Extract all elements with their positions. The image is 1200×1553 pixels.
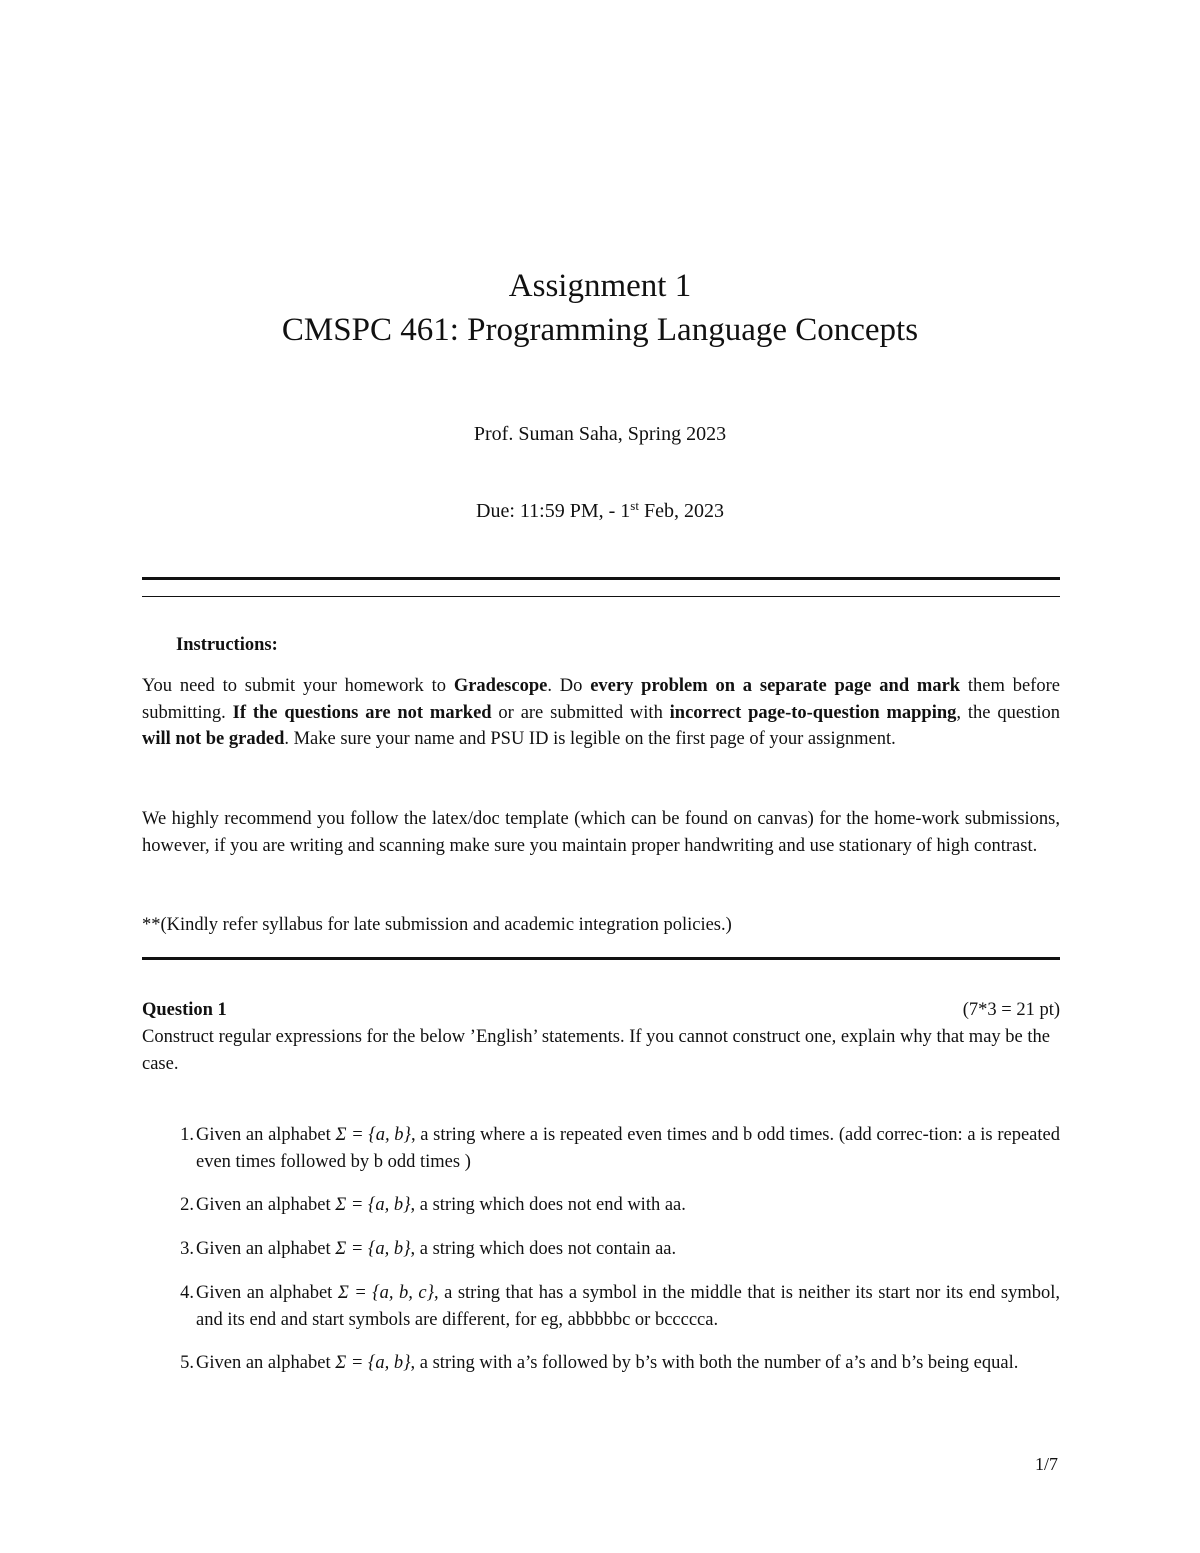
list-item (142, 1280, 1060, 1333)
p1-bold-separate-page: every problem on a separate page and mark (590, 676, 961, 696)
question-1-points: (7*3 = 21 pt) (962, 1000, 1060, 1020)
item-text (196, 1236, 1060, 1263)
divider-thick (142, 577, 1060, 580)
item-pre: Given an alphabet (196, 1239, 336, 1259)
list-item (142, 1236, 1060, 1263)
item-pre: Given an alphabet (196, 1353, 336, 1373)
instructions-paragraph-1 (142, 673, 1060, 753)
due-suffix: Feb, 2023 (638, 500, 724, 522)
item-text (196, 1192, 1060, 1219)
item-number: 4. (180, 1283, 194, 1303)
p1-text: You need to submit your homework to (142, 676, 454, 696)
assignment-title: Assignment 1 (508, 268, 692, 304)
item-post: , a string with a’s followed by b’s with both the number of a’s and b’s being equal. (410, 1353, 1019, 1373)
p1-bold-mapping: incorrect page-to-question mapping (669, 702, 957, 723)
list-item (142, 1350, 1060, 1377)
divider-section (142, 957, 1060, 960)
item-math: Σ = {a, b} (335, 1125, 411, 1145)
item-text (196, 1280, 1060, 1333)
item-post: , a string where a is repeated even times and b odd times. (add correc-tion: a is repeated even times followed by b odd times ) (196, 1125, 1060, 1172)
item-post: , a string which does not end with aa. (410, 1195, 686, 1215)
p1-text: . Do (547, 676, 591, 696)
question-1-title: Question 1 (142, 1000, 227, 1020)
list-item (142, 1122, 1060, 1175)
instructions-heading: Instructions: (176, 635, 278, 655)
p1-bold-not-marked: If the questions are not marked (232, 702, 492, 723)
divider-thin (142, 596, 1060, 597)
due-superscript: st (630, 498, 639, 513)
item-number: 1. (180, 1125, 194, 1145)
page-number: 1/7 (1034, 1454, 1058, 1474)
p1-bold-not-graded: will not be graded (142, 729, 285, 749)
question-1-header (142, 997, 1060, 1023)
item-text (196, 1122, 1060, 1175)
item-pre: Given an alphabet (196, 1283, 338, 1303)
professor-line: Prof. Suman Saha, Spring 2023 (473, 423, 727, 445)
p1-bold-gradescope: Gradescope (453, 676, 548, 696)
item-math: Σ = {a, b, c} (337, 1283, 435, 1303)
p1-text: or are submitted with (491, 702, 670, 723)
item-post: , a string that has a symbol in the middle that is neither its start nor its end symbol, and its end and start symbols are different, for eg, abbbbbc or bccccca. (196, 1283, 1060, 1330)
due-date-line (0, 500, 1200, 523)
course-title: CMSPC 461: Programming Language Concepts (281, 312, 919, 348)
item-number: 2. (180, 1195, 194, 1215)
item-number: 5. (180, 1353, 194, 1373)
list-item (142, 1192, 1060, 1219)
p1-text: . Make sure your name and PSU ID is legible on the first page of your assignment. (284, 729, 896, 749)
item-pre: Given an alphabet (196, 1195, 336, 1215)
instructions-paragraph-2: We highly recommend you follow the latex/doc template (which can be found on canvas) for the home-work submissions, however, if you are writing and scanning make sure you maintain proper handwriting and use stationary of high contrast. (142, 809, 1060, 856)
due-prefix: Due: 11:59 PM, - 1 (476, 500, 631, 522)
item-math: Σ = {a, b} (335, 1353, 411, 1373)
p1-text: , the question (956, 702, 1061, 723)
item-math: Σ = {a, b} (335, 1195, 411, 1215)
p1-text: them before submitting. (142, 676, 1060, 723)
item-number: 3. (180, 1239, 194, 1259)
item-math: Σ = {a, b} (335, 1239, 411, 1259)
item-pre: Given an alphabet (196, 1125, 336, 1145)
instructions-paragraph-3: **(Kindly refer syllabus for late submission and academic integration policies.) (142, 915, 732, 935)
item-text (196, 1350, 1060, 1377)
item-post: , a string which does not contain aa. (410, 1239, 677, 1259)
question-1-description: Construct regular expressions for the below ’English’ statements. If you cannot construct one, explain why that may be the case. (142, 1027, 1050, 1074)
